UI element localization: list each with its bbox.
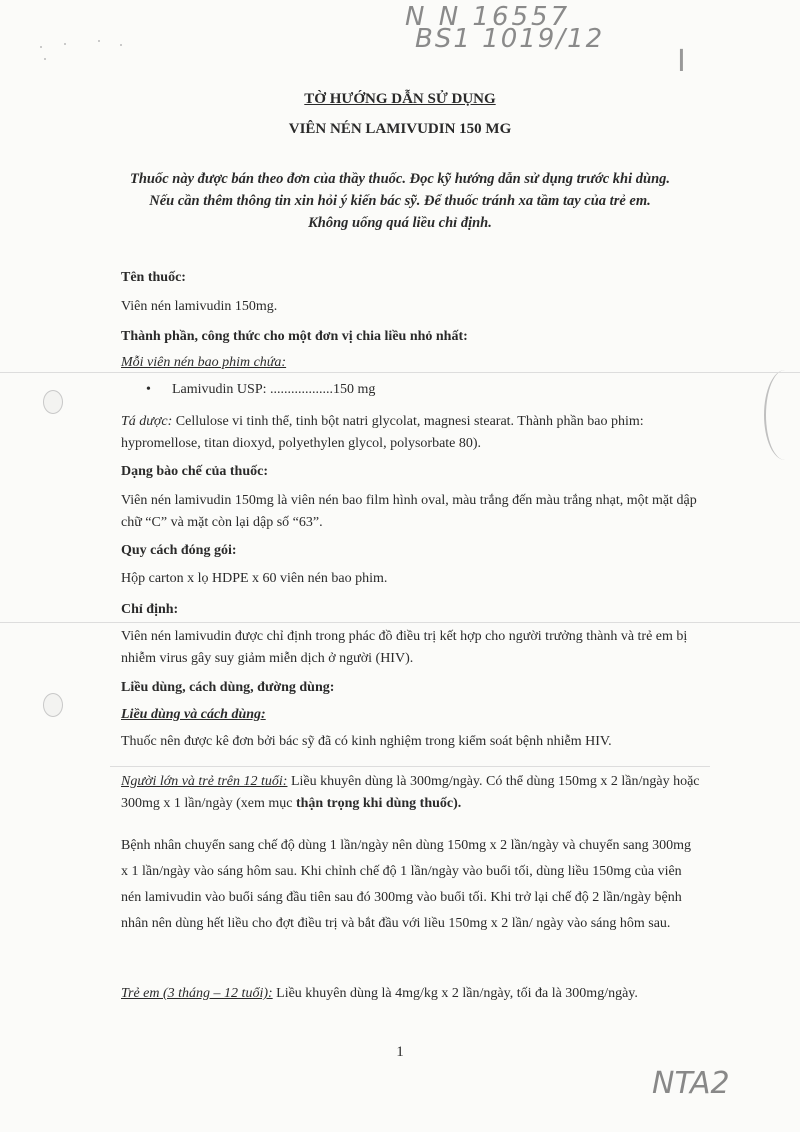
document-subtitle: VIÊN NÉN LAMIVUDIN 150 MG	[288, 121, 512, 137]
form-text: Viên nén lamivudin 150mg là viên nén bao film hình oval, màu trắng đến màu trắng nhạt, một mặt dập chữ “C” và mặt còn lại dập số “63”.	[121, 493, 697, 530]
child-dosage-paragraph	[121, 983, 701, 1005]
scan-line	[110, 766, 710, 767]
dosage-heading: Liều dùng, cách dùng, đường dùng:	[121, 680, 335, 695]
indication-text: Viên nén lamivudin được chỉ định trong phác đồ điều trị kết hợp cho người trưởng thành và trẻ em bị nhiễm virus gây suy giảm miễn dịch ở người (HIV).	[121, 629, 688, 666]
intro-line: Không uống quá liều chỉ định.	[308, 215, 492, 231]
composition-heading: Thành phần, công thức cho một đơn vị chia liều nhỏ nhất:	[121, 329, 468, 344]
indication-heading: Chỉ định:	[121, 602, 179, 617]
corner-mark: I	[677, 44, 686, 79]
name-heading: Tên thuốc:	[121, 270, 186, 285]
scan-line	[0, 622, 800, 623]
child-label: Trẻ em (3 tháng – 12 tuổi):	[121, 986, 273, 1001]
adult-label: Người lớn và trẻ trên 12 tuổi:	[121, 774, 288, 789]
edge-stamp	[764, 370, 800, 460]
dosage-subheading: Liều dùng và cách dùng:	[121, 707, 266, 722]
excipient-paragraph	[121, 411, 701, 455]
composition-item: Lamivudin USP: ..................150 mg	[172, 382, 376, 397]
pack-heading: Quy cách đóng gói:	[121, 543, 237, 558]
page-number: 1	[396, 1044, 404, 1060]
excipient-label: Tá dược:	[121, 414, 173, 429]
composition-subheading: Mỗi viên nén bao phim chứa:	[121, 355, 287, 370]
adult-dosage-paragraph	[121, 771, 701, 815]
excipient-text: Cellulose vi tinh thể, tinh bột natri glycolat, magnesi stearat. Thành phần bao phim: hypromellose, titan dioxyd, polyethylen glycol, polysorbate 80).	[121, 414, 644, 451]
form-heading: Dạng bào chế của thuốc:	[121, 464, 269, 479]
child-text: Liều khuyên dùng là 4mg/kg x 2 lần/ngày, tối đa là 300mg/ngày.	[272, 986, 638, 1001]
bullet-icon: •	[146, 382, 151, 397]
handwritten-reference-line2: BS1 1019/12	[415, 24, 605, 54]
scan-line	[0, 372, 800, 373]
adult-bold-ref: thận trọng khi dùng thuốc).	[295, 796, 462, 811]
punch-hole-bottom	[43, 693, 63, 717]
scan-dots	[40, 40, 130, 60]
name-text: Viên nén lamivudin 150mg.	[121, 299, 278, 314]
signature: NTA2	[652, 1066, 730, 1101]
document-title: TỜ HƯỚNG DẪN SỬ DỤNG	[304, 91, 496, 107]
pack-text: Hộp carton x lọ HDPE x 60 viên nén bao phim.	[121, 571, 388, 586]
switch-regimen-text: Bệnh nhân chuyển sang chế độ dùng 1 lần/ngày nên dùng 150mg x 2 lần/ngày và chuyển sang 300mg x 1 lần/ngày vào sáng hôm sau. Khi chỉnh chế độ 1 lần/ngày vào buổi tối, dùng liều 150mg của viên nén lamivudin vào buổi sáng đầu tiên sau đó 300mg vào buổi tối. Khi trở lại chế độ 2 lần/ngày bệnh nhân nên dùng hết liều cho đợt điều trị và bắt đầu với liều 150mg x 2 lần/ ngày vào sáng hôm sau.	[121, 838, 691, 931]
intro-line: Thuốc này được bán theo đơn của thầy thuốc. Đọc kỹ hướng dẫn sử dụng trước khi dùng.	[129, 171, 671, 187]
intro-warning	[80, 168, 720, 234]
punch-hole-top	[43, 390, 63, 414]
adult-text: Liều khuyên dùng là 300mg/ngày. Có thể dùng 150mg x 2 lần/ngày hoặc 300mg x 1 lần/ngày (xem mục	[121, 774, 700, 811]
dosage-text: Thuốc nên được kê đơn bởi bác sỹ đã có kinh nghiệm trong kiểm soát bệnh nhiễm HIV.	[121, 734, 612, 749]
intro-line: Nếu cần thêm thông tin xin hỏi ý kiến bác sỹ. Để thuốc tránh xa tầm tay của trẻ em.	[149, 193, 651, 209]
handwritten-reference-line1: N N 16557	[405, 2, 571, 32]
